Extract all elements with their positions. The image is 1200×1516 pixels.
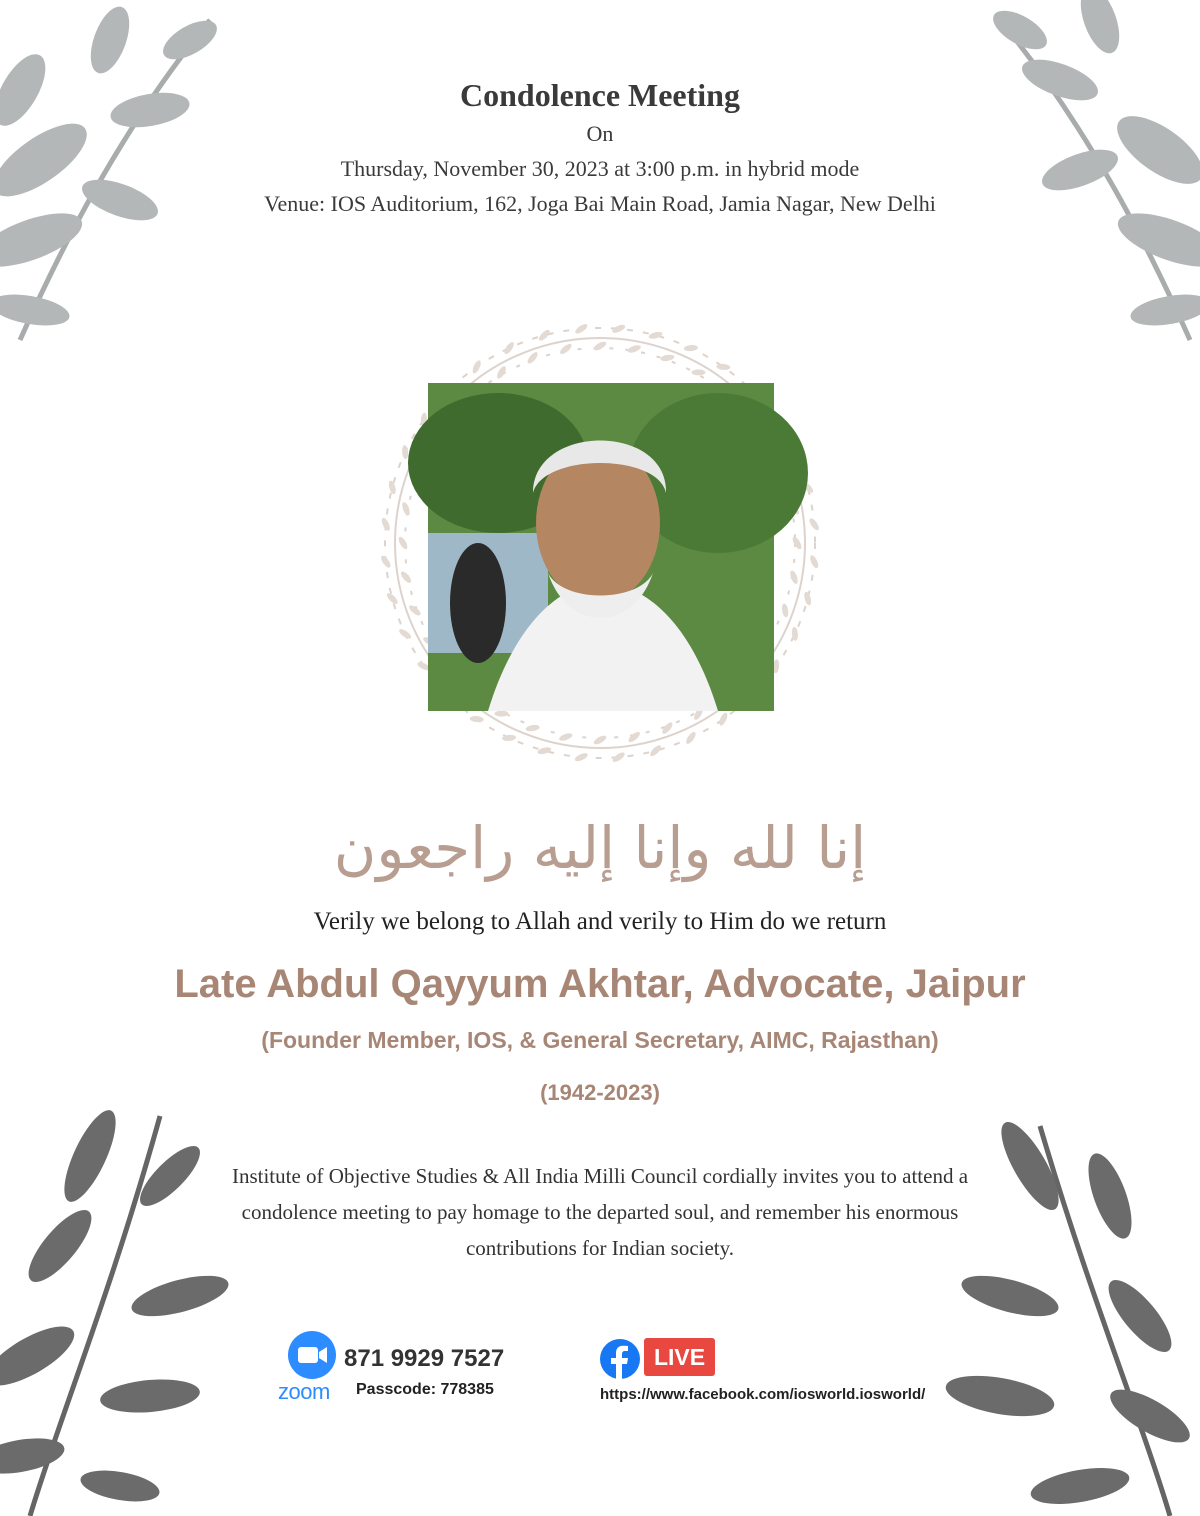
wreath-leaf	[684, 730, 697, 745]
wreath-leaf	[648, 331, 663, 340]
wreath-leaf	[574, 752, 589, 763]
zoom-camera-icon	[288, 1331, 336, 1379]
date-line: Thursday, November 30, 2023 at 3:00 p.m. in hybrid mode	[340, 156, 860, 181]
invitation-line-3: contributions for Indian society.	[465, 1236, 735, 1260]
wreath-leaf	[495, 365, 507, 380]
venue-line: Venue: IOS Auditorium, 162, Joga Bai Main Road, Jamia Nagar, New Delhi	[264, 191, 936, 216]
wreath-leaf	[471, 359, 482, 374]
wreath-leaf	[402, 445, 409, 459]
wreath-leaf	[495, 711, 509, 717]
facebook-live-info[interactable]	[600, 1338, 980, 1408]
wreath-leaf	[627, 730, 642, 744]
zoom-info[interactable]	[278, 1331, 538, 1403]
wreath-leaf	[684, 345, 698, 352]
wreath-leaf	[537, 328, 551, 342]
wreath-leaf	[408, 604, 423, 618]
wreath-leaf	[627, 344, 642, 354]
deceased-years: (1942-2023)	[540, 1080, 660, 1105]
facebook-icon	[600, 1339, 640, 1379]
wreath-leaf	[401, 501, 411, 516]
page-title: Condolence Meeting	[460, 77, 740, 113]
wreath-leaf	[397, 535, 409, 550]
wreath-leaf	[718, 711, 729, 726]
wreath-leaf	[592, 734, 607, 746]
wreath-leaf	[385, 592, 399, 606]
wreath-leaf	[537, 746, 552, 755]
header	[0, 74, 1200, 221]
deceased-role: (Founder Member, IOS, & General Secretary, AIMC, Rajasthan)	[261, 1027, 939, 1053]
wreath-leaf	[803, 591, 812, 606]
deceased-name: Late Abdul Qayyum Akhtar, Advocate, Jaipur	[174, 962, 1026, 1006]
zoom-logo-text: zoom	[278, 1379, 330, 1404]
portrait-photo	[428, 383, 774, 711]
invitation-line-1: Institute of Objective Studies & All India Milli Council cordially invites you to attend a	[231, 1164, 969, 1188]
wreath-leaf	[525, 724, 540, 732]
wreath-leaf	[574, 322, 589, 335]
wreath-leaf	[398, 627, 413, 640]
wreath-leaf	[789, 570, 799, 585]
wreath-leaf	[558, 732, 573, 742]
wreath-leaf	[592, 340, 607, 352]
wreath-leaf	[660, 354, 675, 362]
invitation-text	[160, 1158, 1040, 1266]
facebook-url-link[interactable]: https://www.facebook.com/iosworld.iosworld/	[600, 1386, 926, 1403]
wreath-leaf	[388, 480, 397, 495]
wreath-leaf	[503, 341, 516, 356]
verse-translation: Verily we belong to Allah and verily to Him do we return	[313, 908, 887, 935]
wreath-leaf	[808, 517, 821, 532]
arabic-calligraphy	[333, 778, 867, 903]
wreath-leaf	[649, 744, 663, 758]
wreath-leaf	[692, 369, 706, 375]
invitation-line-2: condolence meeting to pay homage to the departed soul, and remember his enormous	[241, 1200, 959, 1224]
zoom-passcode: Passcode: 778385	[356, 1381, 494, 1398]
wreath-leaf	[809, 554, 820, 569]
live-badge: LIVE	[644, 1338, 715, 1376]
on-label: On	[586, 121, 614, 146]
wreath-leaf	[469, 716, 483, 723]
zoom-meeting-id[interactable]: 871 9929 7527	[344, 1345, 505, 1372]
calligraphy-text: إنا لله وإنا إليه راجعون	[333, 814, 867, 882]
wreath-leaf	[781, 603, 789, 618]
wreath-leaf	[559, 342, 574, 356]
wreath-leaf	[399, 570, 413, 585]
wreath-leaf	[791, 535, 803, 550]
wreath-leaf	[526, 351, 540, 366]
